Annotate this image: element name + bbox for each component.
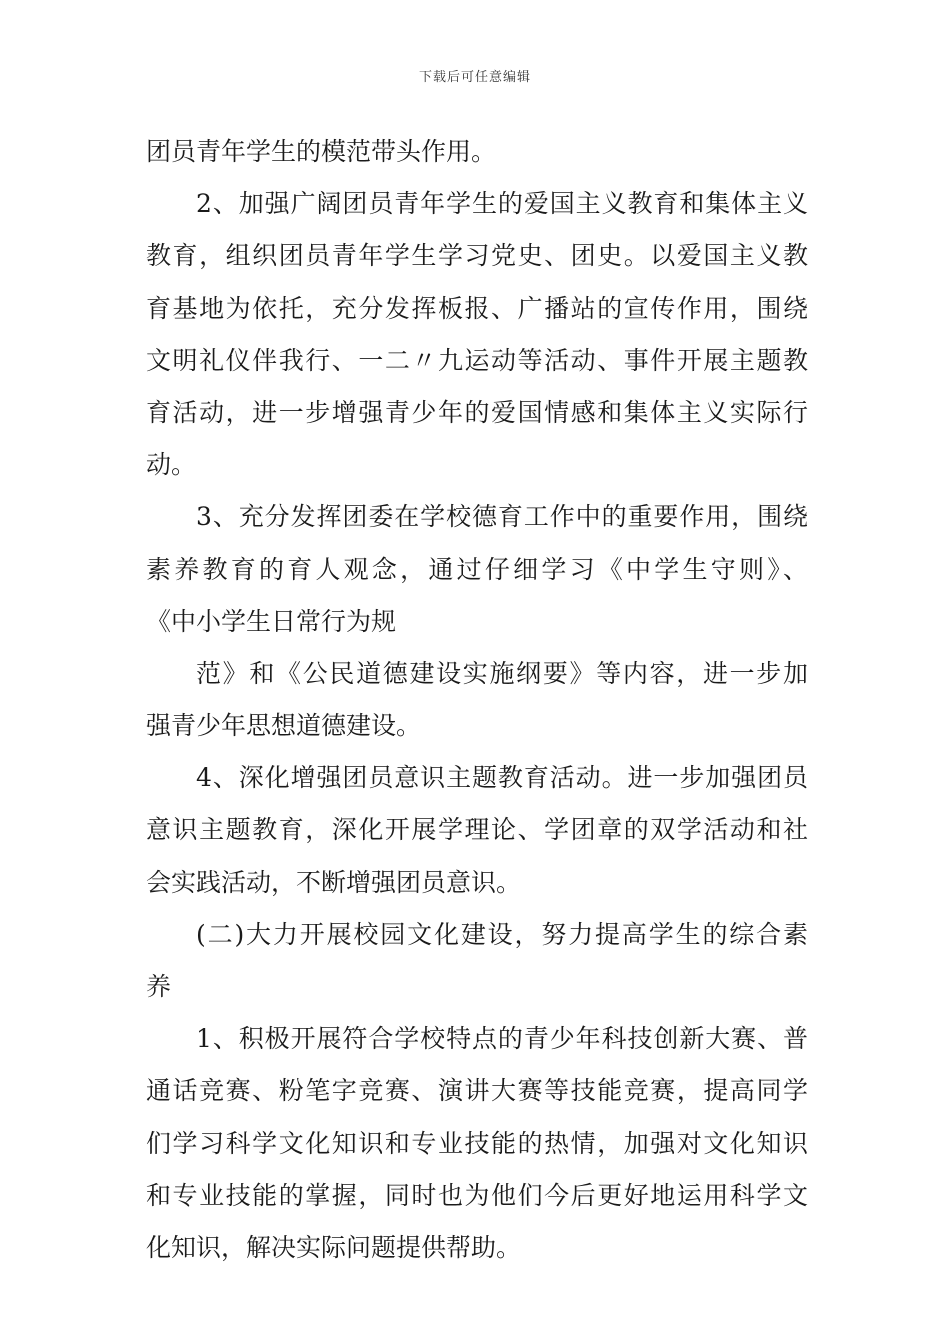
text-line: 和专业技能的掌握，同时也为他们今后更好地运用科学文	[146, 1180, 808, 1210]
text-line: 化知识，解决实际问题提供帮助。	[146, 1232, 522, 1262]
text-line: 素养教育的育人观念，通过仔细学习《中学生守则》、	[146, 554, 808, 584]
text-line: 动。	[146, 450, 197, 480]
text-line: 会实践活动，不断增强团员意识。	[146, 867, 522, 897]
page-header-note: 下载后可任意编辑	[418, 70, 531, 85]
text-line: 育基地为依托，充分发挥板报、广播站的宣传作用，围绕	[146, 293, 808, 323]
text-line: 强青少年思想道德建设。	[146, 711, 422, 741]
text-line: 1、积极开展符合学校特点的青少年科技创新大赛、普	[196, 1024, 808, 1054]
text-line: 教育，组织团员青年学生学习党史、团史。以爱国主义教	[146, 241, 808, 271]
text-line: 2、加强广阔团员青年学生的爱国主义教育和集体主义	[196, 189, 808, 219]
document-body	[146, 126, 808, 1274]
text-line: 文明礼仪伴我行、一二〃九运动等活动、事件开展主题教	[146, 345, 808, 375]
text-line: 3、充分发挥团委在学校德育工作中的重要作用，围绕	[196, 502, 808, 532]
text-line: 意识主题教育，深化开展学理论、学团章的双学活动和社	[146, 815, 808, 845]
text-line: 养	[146, 972, 172, 1001]
text-line: 育活动，进一步增强青少年的爱国情感和集体主义实际行	[146, 397, 808, 427]
text-line: 通话竞赛、粉笔字竞赛、演讲大赛等技能竞赛，提高同学	[146, 1076, 808, 1106]
text-line: 们学习科学文化知识和专业技能的热情，加强对文化知识	[146, 1128, 808, 1158]
text-line: (二)大力开展校园文化建设，努力提高学生的综合素	[196, 919, 808, 949]
text-line: 团员青年学生的模范带头作用。	[146, 137, 497, 166]
text-line: 《中小学生日常行为规	[146, 606, 397, 636]
text-line: 范》和《公民道德建设实施纲要》等内容，进一步加	[196, 658, 808, 688]
text-line: 4、深化增强团员意识主题教育活动。进一步加强团员	[196, 763, 808, 793]
